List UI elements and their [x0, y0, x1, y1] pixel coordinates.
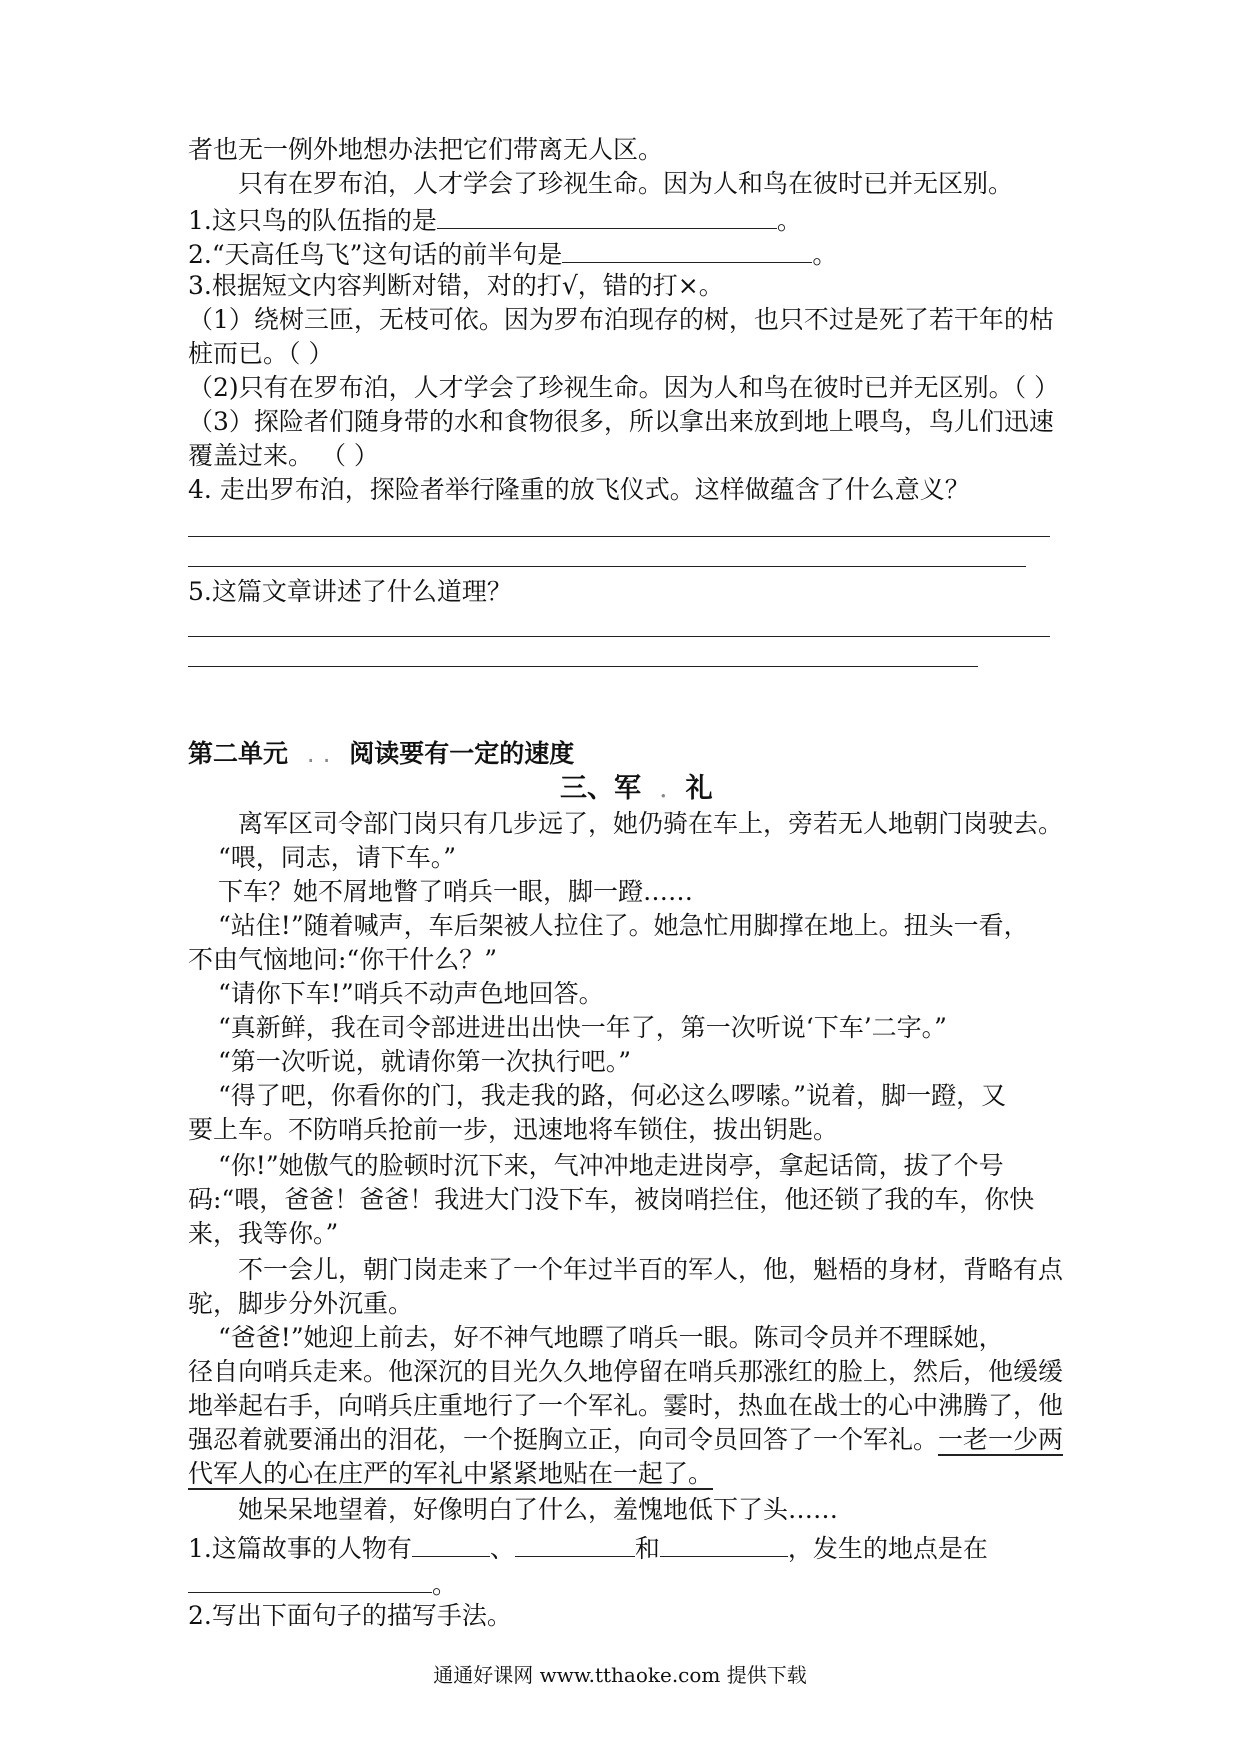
- article-paragraph: 不由气恼地问:“你干什么？”: [188, 945, 497, 974]
- answer-blank[interactable]: [515, 1530, 635, 1557]
- answer-line[interactable]: [188, 636, 1050, 637]
- article-paragraph: 驼，脚步分外沉重。: [188, 1289, 414, 1318]
- article-paragraph: “喂，同志，请下车。”: [218, 843, 457, 872]
- article-paragraph: 要上车。不防哨兵抢前一步，迅速地将车锁住，拔出钥匙。: [188, 1115, 839, 1144]
- article-paragraph: “站住!”随着喊声，车后架被人拉住了。她急忙用脚撑在地上。扭头一看，: [218, 911, 1029, 940]
- page-footer: 通通好课网 www.tthaoke.com 提供下载: [433, 1663, 807, 1687]
- unit-heading: 第二单元 . . 阅读要有一定的速度: [188, 739, 575, 768]
- answer-line[interactable]: [188, 666, 978, 667]
- question-3-3-line: （3）探险者们随身带的水和食物很多，所以拿出来放到地上喂鸟，鸟儿们迅速: [188, 407, 1054, 436]
- article-paragraph: “第一次听说，就请你第一次执行吧。”: [218, 1047, 632, 1076]
- question-3-3-line: 覆盖过来。 （ ）: [188, 441, 379, 470]
- answer-blank[interactable]: [188, 1566, 432, 1593]
- article-paragraph: 下车？她不屑地瞥了哨兵一眼，脚一蹬……: [218, 877, 694, 906]
- answer-blank[interactable]: [562, 236, 812, 263]
- article-paragraph: 不一会儿，朝门岗走来了一个年过半百的军人，他，魁梧的身材，背略有点: [238, 1255, 1064, 1284]
- answer-blank[interactable]: [437, 202, 777, 229]
- answer-line[interactable]: [188, 566, 1026, 567]
- answer-line[interactable]: [188, 536, 1050, 537]
- question-2-2: 2.写出下面句子的描写手法。: [188, 1601, 512, 1630]
- article-paragraph: 径自向哨兵走来。他深沉的目光久久地停留在哨兵那涨红的脸上，然后，他缓缓: [188, 1357, 1064, 1386]
- question-3-2: （2)只有在罗布泊，人才学会了珍视生命。因为人和鸟在彼时已并无区别。（ ）: [188, 373, 1060, 402]
- underlined-sentence: 一老一少两: [938, 1425, 1064, 1454]
- question-2-1-cont: 。: [188, 1566, 457, 1601]
- article-paragraph: 她呆呆地望着，好像明白了什么，羞愧地低下了头……: [238, 1495, 839, 1524]
- answer-blank[interactable]: [660, 1530, 788, 1557]
- passage-line: 者也无一例外地想办法把它们带离无人区。: [188, 135, 664, 164]
- question-3-1-line: 桩而已。（ ）: [188, 339, 334, 368]
- underlined-sentence: 代军人的心在庄严的军礼中紧紧地贴在一起了。: [188, 1459, 714, 1488]
- article-paragraph: “真新鲜，我在司令部进进出出快一年了，第一次听说‘下车’二字。”: [218, 1013, 947, 1042]
- answer-blank[interactable]: [412, 1530, 490, 1557]
- question-2-1: 1.这篇故事的人物有 、 和 ，发生的地点是在: [188, 1530, 988, 1565]
- article-paragraph: 地举起右手，向哨兵庄重地行了一个军礼。霎时，热血在战士的心中沸腾了，他: [188, 1391, 1064, 1420]
- article-paragraph: “请你下车!”哨兵不动声色地回答。: [218, 979, 604, 1008]
- article-title: 三、军 . 礼: [560, 773, 713, 804]
- article-paragraph: “得了吧，你看你的门，我走我的路，何必这么啰嗦。”说着，脚一蹬，又: [218, 1081, 1007, 1110]
- question-1: 1.这只鸟的队伍指的是 。: [188, 202, 802, 237]
- question-4: 4. 走出罗布泊，探险者举行隆重的放飞仪式。这样做蕴含了什么意义？: [188, 475, 970, 504]
- article-paragraph: 码:“喂，爸爸！爸爸！我进大门没下车，被岗哨拦住，他还锁了我的车，你快: [188, 1185, 1035, 1214]
- article-paragraph: 离军区司令部门岗只有几步远了，她仍骑在车上，旁若无人地朝门岗驶去。: [238, 809, 1064, 838]
- article-paragraph: “你!”她傲气的脸顿时沉下来，气冲冲地走进岗亭，拿起话筒，拔了个号: [218, 1151, 1004, 1180]
- article-paragraph: “爸爸!”她迎上前去，好不神气地瞟了哨兵一眼。陈司令员并不理睬她，: [218, 1323, 1004, 1352]
- question-2: 2.“天高任鸟飞”这句话的前半句是 。: [188, 236, 837, 271]
- passage-line: 只有在罗布泊，人才学会了珍视生命。因为人和鸟在彼时已并无区别。: [238, 169, 1014, 198]
- article-paragraph: [188, 1458, 713, 1490]
- article-paragraph: 来，我等你。”: [188, 1219, 339, 1248]
- article-paragraph: 强忍着就要涌出的泪花，一个挺胸立正，向司令员回答了一个军礼。一老一少两: [188, 1425, 1064, 1454]
- question-3-1-line: （1）绕树三匝，无枝可依。因为罗布泊现存的树，也只不过是死了若干年的枯: [188, 305, 1054, 334]
- question-3: 3.根据短文内容判断对错，对的打√，错的打×。: [188, 271, 724, 300]
- question-5: 5.这篇文章讲述了什么道理？: [188, 577, 512, 606]
